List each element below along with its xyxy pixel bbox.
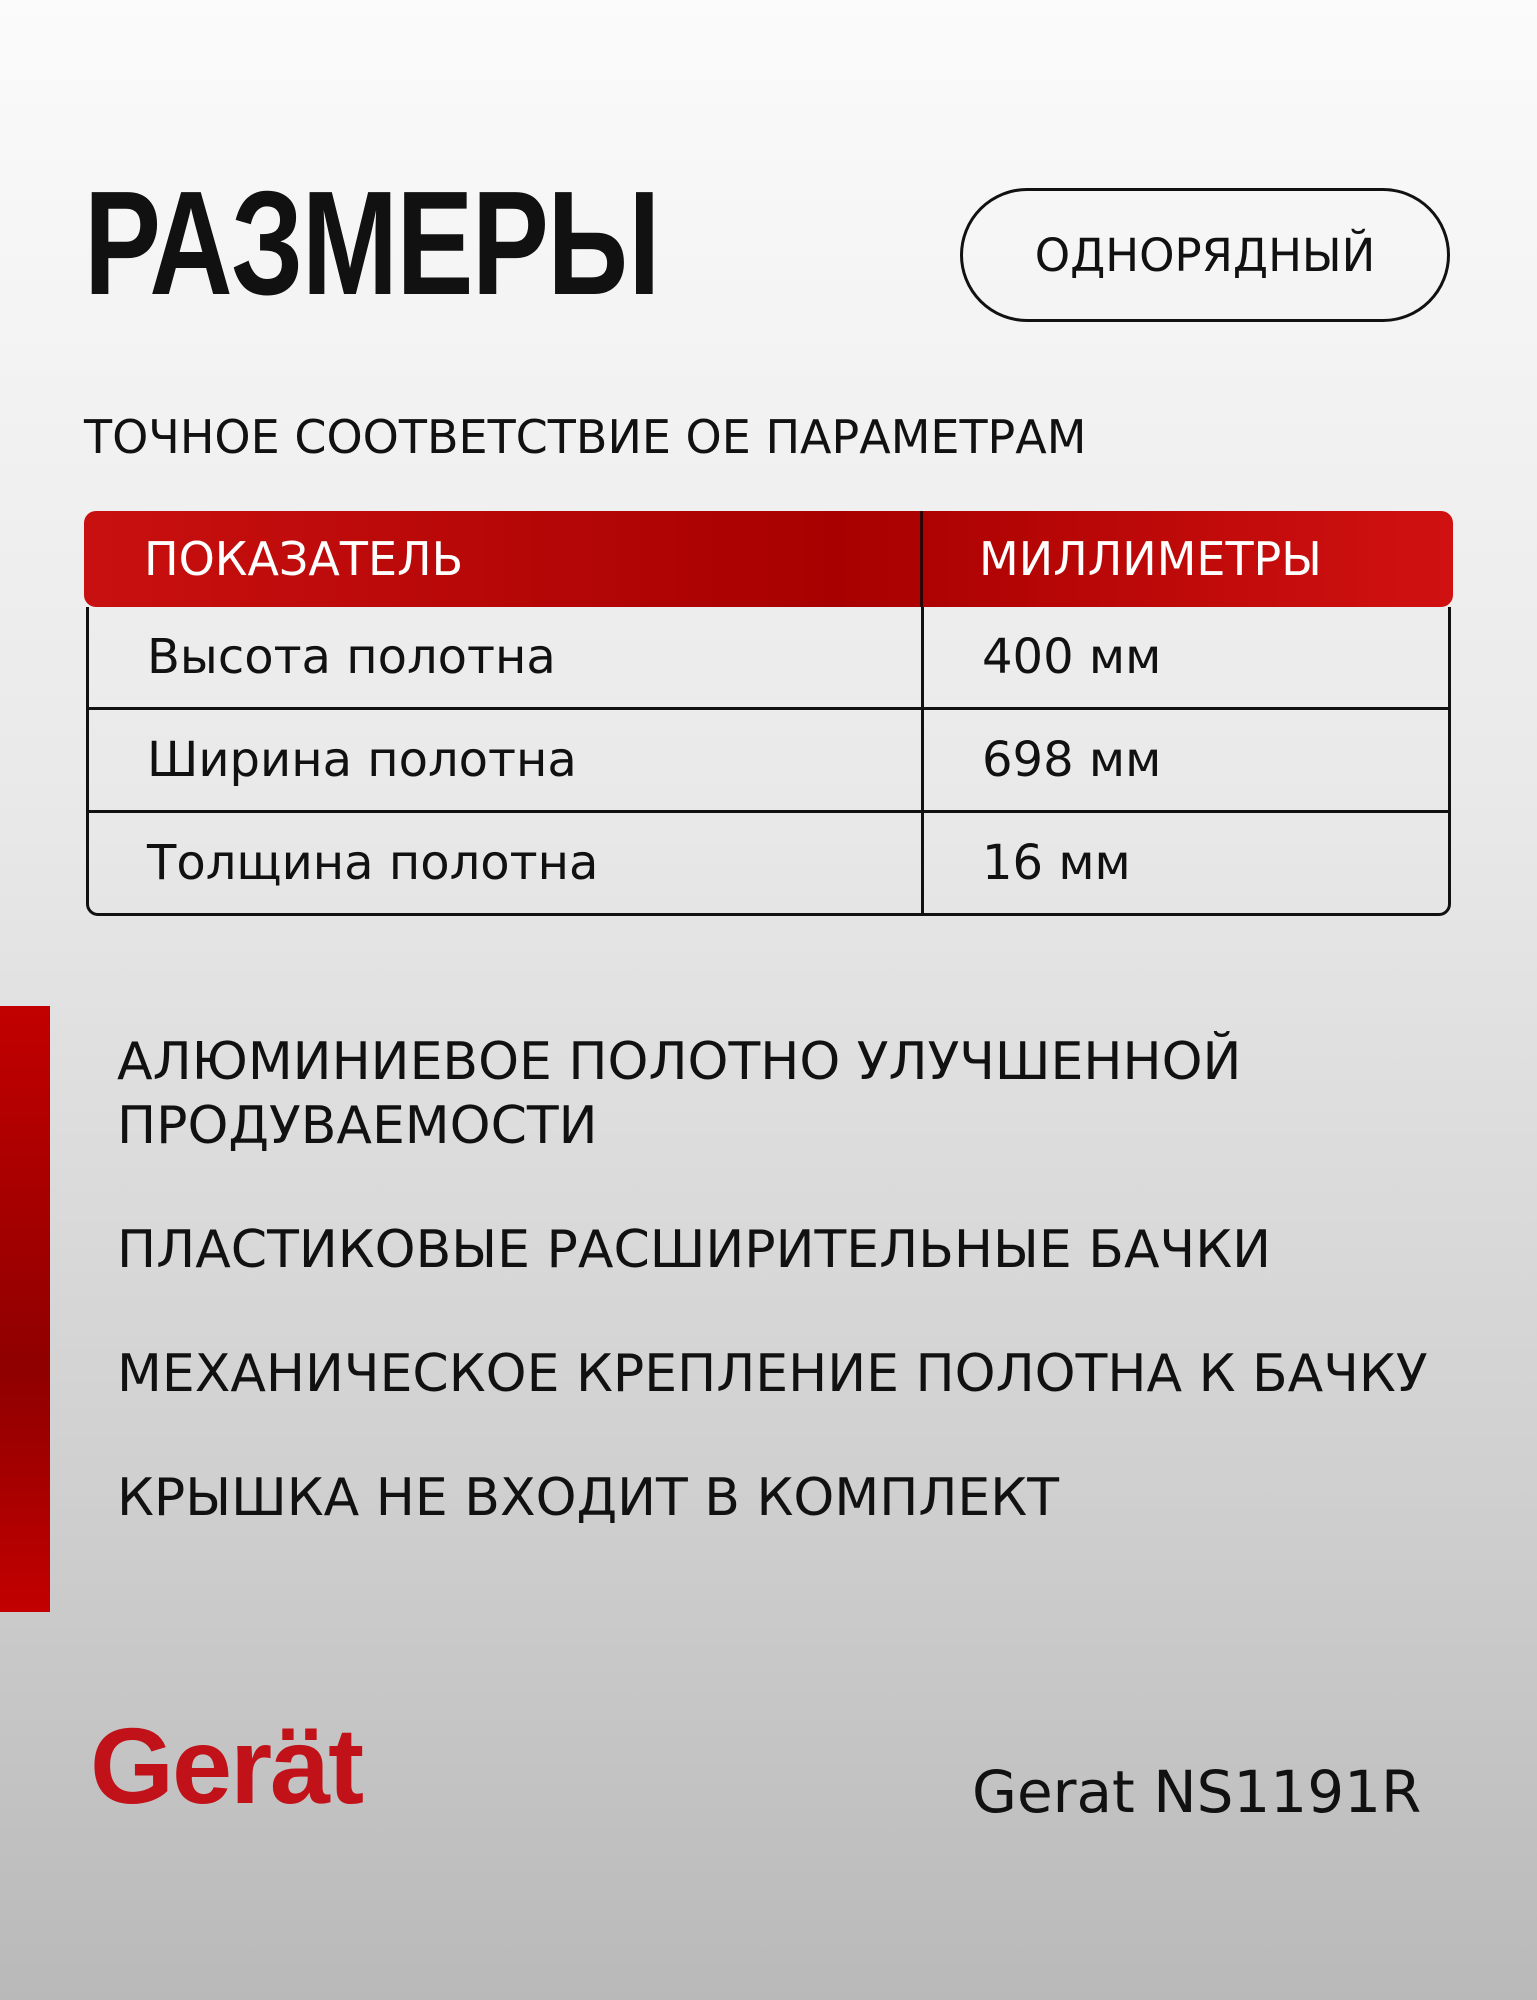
row-value: 698 мм <box>982 732 1162 788</box>
dimensions-table <box>84 511 1453 916</box>
row-label: Ширина полотна <box>147 732 577 788</box>
feature-item: ПЛАСТИКОВЫЕ РАСШИРИТЕЛЬНЫЕ БАЧКИ <box>117 1220 1272 1280</box>
column-header-parameter: ПОКАЗАТЕЛЬ <box>144 532 464 586</box>
table-row <box>89 707 1448 810</box>
table-header <box>84 511 1453 607</box>
type-badge: ОДНОРЯДНЫЙ <box>960 188 1450 322</box>
column-header-millimeters: МИЛЛИМЕТРЫ <box>979 532 1322 586</box>
table-row <box>89 607 1448 707</box>
brand-logo-text: Gerät <box>90 1705 363 1826</box>
header-divider <box>920 511 923 607</box>
row-value: 400 мм <box>982 629 1162 685</box>
feature-item: МЕХАНИЧЕСКОЕ КРЕПЛЕНИЕ ПОЛОТНА К БАЧКУ <box>117 1344 1428 1404</box>
row-label: Толщина полотна <box>147 835 599 891</box>
model-name: Gerat NS1191R <box>972 1758 1422 1826</box>
brand-logo <box>90 1705 363 1826</box>
subtitle: ТОЧНОЕ СООТВЕТСТВИЕ ОЕ ПАРАМЕТРАМ <box>84 410 1087 464</box>
table-row <box>89 810 1448 913</box>
table-body <box>86 607 1451 916</box>
row-value: 16 мм <box>982 835 1131 891</box>
feature-item: КРЫШКА НЕ ВХОДИТ В КОМПЛЕКТ <box>117 1468 1059 1528</box>
feature-list <box>117 1030 1447 1590</box>
accent-bar <box>0 1006 50 1612</box>
page-title: РАЗМЕРЫ <box>84 161 659 326</box>
feature-item: АЛЮМИНИЕВОЕ ПОЛОТНО УЛУЧШЕННОЙ ПРОДУВАЕМОСТИ <box>117 1032 1242 1156</box>
row-label: Высота полотна <box>147 629 556 685</box>
